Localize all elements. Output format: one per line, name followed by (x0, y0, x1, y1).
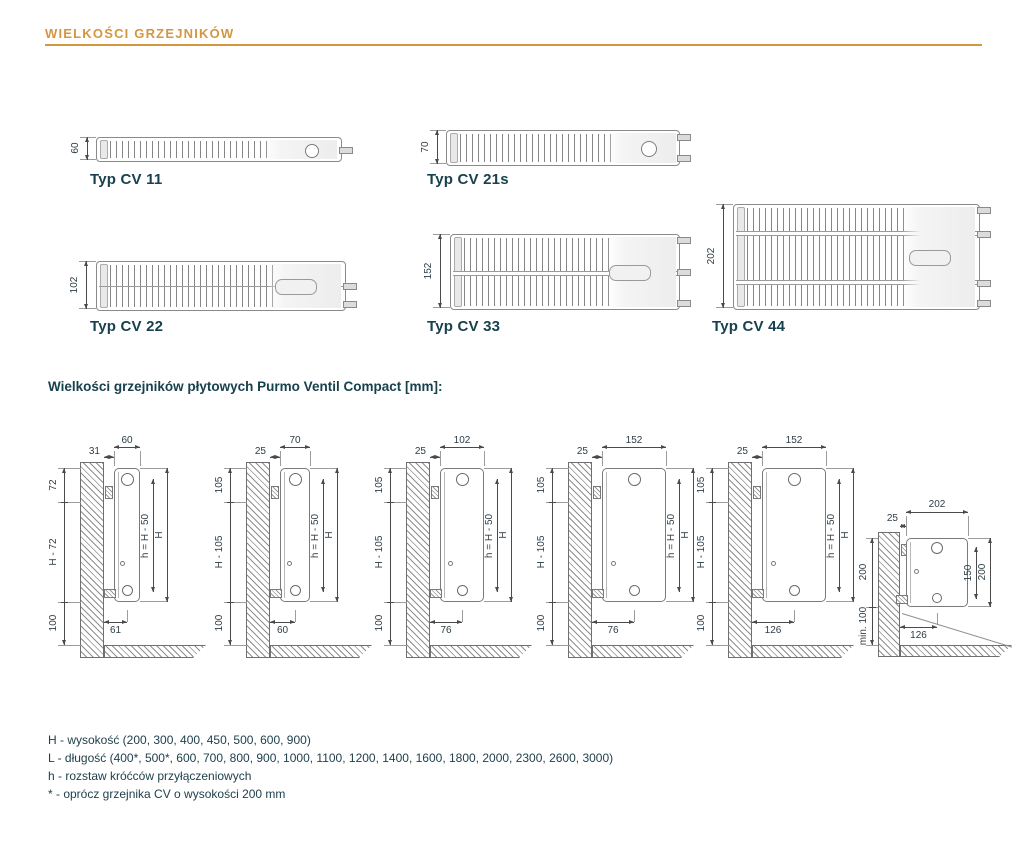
dimension-line (723, 204, 724, 308)
extension-line (706, 645, 729, 646)
lower-dim: 100 (374, 614, 385, 632)
pipe-axis-dim: 150 (963, 564, 974, 582)
radiator-top-view-cv33 (450, 234, 680, 310)
floor-hatch (592, 645, 694, 658)
valve-circle (629, 585, 640, 596)
extension-line (937, 613, 938, 625)
extension-line (484, 468, 511, 469)
dim-tick (709, 602, 716, 603)
convector-fins (460, 134, 612, 162)
wall-hatch (80, 462, 104, 658)
drain-plug (120, 561, 125, 566)
dimension-line (900, 627, 937, 628)
wall-hatch (406, 462, 430, 658)
pipe-stub (977, 280, 991, 287)
pipe-axis-dim: h = H - 50 (310, 513, 321, 559)
floor-hatch (900, 645, 1012, 657)
lower-dim: 100 (696, 614, 707, 632)
dimension-line (762, 447, 826, 448)
floor-hatch (430, 645, 532, 658)
depth-dim: 102 (453, 435, 471, 446)
extension-line (826, 451, 827, 466)
height-right-dim: 200 (977, 563, 988, 581)
extension-line (484, 601, 511, 602)
dimension-line (552, 468, 553, 645)
depth-dim: 152 (625, 435, 643, 446)
connection-dim: 126 (910, 630, 927, 641)
vent-circle (456, 473, 469, 486)
wall-gap-dim: 25 (414, 446, 426, 457)
middle-dim: H - 105 (214, 535, 225, 569)
vent-circle (289, 473, 302, 486)
pipe-stub (677, 300, 691, 307)
extension-line (280, 451, 281, 466)
extension-line (826, 601, 853, 602)
extension-line (440, 451, 441, 466)
connection-dim: 60 (276, 625, 289, 636)
height-dim: H (840, 531, 851, 539)
wall-bracket (271, 486, 279, 499)
wall-gap-dim: 25 (886, 513, 898, 524)
dim-tick (61, 502, 68, 503)
valve-circle (122, 585, 133, 596)
pipe-stub (343, 283, 357, 290)
extension-line (462, 610, 463, 622)
dim-tick (709, 502, 716, 503)
extension-line (546, 645, 569, 646)
wall-bracket (593, 486, 601, 499)
dimension-line (440, 447, 484, 448)
mount-diagram-cv11 (50, 430, 218, 670)
pipe-stub (343, 301, 357, 308)
dimension-line (693, 468, 694, 602)
height-dim: H (680, 531, 691, 539)
pipe-stub (677, 269, 691, 276)
dimension-line (990, 538, 991, 607)
dimension-line (511, 468, 512, 602)
extension-line (140, 451, 141, 466)
upper-dim: 105 (696, 476, 707, 494)
dim-tick (227, 602, 234, 603)
extension-line (634, 610, 635, 622)
valve-housing (275, 279, 317, 295)
type-label-cv33: Typ CV 33 (427, 318, 501, 335)
extension-line (762, 451, 763, 466)
height-left-dim: 200 (858, 563, 869, 581)
dimension-line (167, 468, 168, 602)
dimension-line (280, 447, 310, 448)
dimension-label: 202 (706, 247, 717, 265)
connection-dim: 76 (607, 625, 619, 636)
connection-stub (752, 589, 764, 598)
type-label-cv11: Typ CV 11 (90, 171, 163, 188)
depth-dim: 202 (928, 499, 946, 510)
connection-dim: 61 (109, 625, 122, 636)
mount-diagram-cv33b (698, 430, 866, 670)
dimension-line (337, 468, 338, 602)
connection-stub (104, 589, 116, 598)
dimension-line (592, 457, 602, 458)
wall-bracket (431, 486, 439, 499)
wall-gap-dim: 25 (254, 446, 266, 457)
dimension-line (104, 622, 127, 623)
dim-tick (387, 602, 394, 603)
dimension-label: 60 (70, 142, 81, 154)
dimension-line (270, 622, 295, 623)
radiator-top-view-cv44 (733, 204, 980, 310)
note-exception: * - oprócz grzejnika CV o wysokości 200 mm (48, 787, 286, 801)
extension-line (384, 645, 407, 646)
vent-circle (931, 542, 943, 554)
pipe-stub (677, 155, 691, 162)
dimension-line (752, 457, 762, 458)
extension-line (906, 516, 907, 536)
dimension-line (270, 457, 280, 458)
upper-dim: 72 (48, 479, 59, 491)
upper-dim: 105 (536, 476, 547, 494)
corner-diagram-cv44 (852, 482, 1020, 692)
dimension-line (752, 622, 794, 623)
page-title: WIELKOŚCI GRZEJNIKÓW (45, 26, 235, 41)
connection-stub (896, 595, 908, 604)
lower-dim: 100 (536, 614, 547, 632)
extension-line (224, 645, 247, 646)
dimension-line (430, 622, 462, 623)
valve-circle (290, 585, 301, 596)
dimension-line (440, 234, 441, 308)
floor-hatch (752, 645, 854, 658)
middle-dim: H - 105 (536, 535, 547, 569)
extension-line (295, 610, 296, 622)
extension-line (433, 234, 450, 235)
connection-dim: 126 (764, 625, 782, 636)
floor-hatch (270, 645, 372, 658)
dim-tick (227, 502, 234, 503)
extension-line (433, 307, 450, 308)
extension-line (79, 308, 96, 309)
drain-plug (914, 569, 919, 574)
wall-hatch (568, 462, 592, 658)
middle-dim: H - 105 (696, 535, 707, 569)
mount-diagram-cv33 (538, 430, 706, 670)
valve-circle (932, 593, 942, 603)
depth-dim: 70 (289, 435, 301, 446)
dimension-line (592, 622, 634, 623)
note-pipe-spacing: h - rozstaw króćców przyłączeniowych (48, 769, 252, 783)
radiator-side-view (280, 468, 310, 602)
wall-bracket (753, 486, 761, 499)
vent-circle (628, 473, 641, 486)
mount-diagram-cv22 (376, 430, 544, 670)
convector-fins (110, 141, 270, 158)
extension-line (666, 468, 693, 469)
dimension-line (900, 526, 906, 527)
pipe-stub (677, 134, 691, 141)
radiator-top-view-cv21s (446, 130, 680, 166)
pipe-stub (977, 231, 991, 238)
dimension-line (230, 468, 231, 645)
radiator-side-view (762, 468, 826, 602)
height-dim: H (324, 531, 335, 539)
section-title: Wielkości grzejników płytowych Purmo Ventil Compact [mm]: (48, 379, 443, 394)
dimension-label: 102 (69, 276, 80, 294)
lower-dim: 100 (214, 614, 225, 632)
pipe-stub (677, 237, 691, 244)
depth-dim: 60 (121, 435, 133, 446)
dim-tick (549, 502, 556, 503)
pipe-axis-dim: h = H - 50 (484, 513, 495, 559)
dim-tick (869, 607, 876, 608)
drain-plug (287, 561, 292, 566)
valve-circle (789, 585, 800, 596)
drain-plug (771, 561, 776, 566)
extension-line (484, 451, 485, 466)
extension-line (127, 610, 128, 622)
extension-line (794, 610, 795, 622)
dim-tick (61, 602, 68, 603)
wall-hatch (246, 462, 270, 658)
dimension-line (437, 130, 438, 164)
extension-line (140, 601, 167, 602)
vent-circle (788, 473, 801, 486)
radiator-side-view (906, 538, 968, 607)
extension-line (58, 645, 81, 646)
type-label-cv44: Typ CV 44 (712, 318, 786, 335)
middle-dim: H - 105 (374, 535, 385, 569)
upper-dim: 105 (374, 476, 385, 494)
valve-knob (305, 144, 319, 158)
dimension-line (114, 447, 140, 448)
note-height: H - wysokość (200, 300, 400, 450, 500, 600, 900) (48, 733, 311, 747)
pipe-stub (977, 300, 991, 307)
min-floor-dim: min. 100 (858, 606, 869, 646)
extension-line (666, 601, 693, 602)
dimension-label: 152 (423, 262, 434, 280)
wall-gap-dim: 31 (88, 446, 100, 457)
end-section (264, 140, 337, 159)
valve-housing (609, 265, 651, 281)
dimension-line (872, 538, 873, 645)
height-dim: H (154, 531, 165, 539)
dimension-label: 70 (420, 141, 431, 153)
pipe-stub (339, 147, 353, 154)
pipe-axis-dim: h = H - 50 (140, 513, 151, 559)
extension-line (310, 601, 337, 602)
floor-hatch (104, 645, 206, 658)
extension-line (716, 204, 733, 205)
drain-plug (611, 561, 616, 566)
wall-bracket (105, 486, 113, 499)
dimension-line (390, 468, 391, 645)
valve-knob (641, 141, 657, 157)
type-label-cv22: Typ CV 22 (90, 318, 164, 335)
extension-line (666, 451, 667, 466)
extension-line (79, 261, 96, 262)
radiator-top-view-cv22 (96, 261, 346, 311)
extension-line (602, 451, 603, 466)
type-label-cv21s: Typ CV 21s (427, 171, 509, 188)
wall-gap-dim: 25 (576, 446, 588, 457)
pipe-stub (977, 207, 991, 214)
valve-circle (457, 585, 468, 596)
dim-tick (549, 602, 556, 603)
wall-gap-dim: 25 (736, 446, 748, 457)
lower-dim: 100 (48, 614, 59, 632)
dimension-line (602, 447, 666, 448)
upper-dim: 105 (214, 476, 225, 494)
connection-stub (430, 589, 442, 598)
pipe-axis-dim: h = H - 50 (666, 513, 677, 559)
extension-line (310, 468, 337, 469)
height-dim: H (498, 531, 509, 539)
extension-line (968, 516, 969, 536)
extension-line (310, 451, 311, 466)
dimension-line (64, 468, 65, 645)
connection-stub (270, 589, 282, 598)
middle-dim: H - 72 (48, 538, 59, 566)
dim-tick (387, 502, 394, 503)
radiator-side-view (114, 468, 140, 602)
mount-diagram-cv21s (216, 430, 384, 670)
drain-plug (448, 561, 453, 566)
header-rule (45, 44, 982, 46)
dimension-line (430, 457, 440, 458)
vent-circle (121, 473, 134, 486)
note-length: L - długość (400*, 500*, 600, 700, 800, 900, 1000, 1100, 1200, 1400, 1600, 1800, 2000, 2300, 2600, 3000) (48, 751, 614, 765)
dimension-line (712, 468, 713, 645)
connection-stub (592, 589, 604, 598)
dimension-line (87, 137, 88, 160)
radiator-side-view (602, 468, 666, 602)
dimension-line (104, 457, 114, 458)
extension-line (716, 307, 733, 308)
radiator-top-view-cv11 (96, 137, 342, 162)
extension-line (140, 468, 167, 469)
extension-line (826, 468, 853, 469)
extension-line (114, 451, 115, 466)
radiator-side-view (440, 468, 484, 602)
convector-fins (747, 208, 908, 306)
valve-housing (909, 250, 951, 266)
pipe-axis-dim: h = H - 50 (826, 513, 837, 559)
wall-hatch (728, 462, 752, 658)
dimension-line (86, 261, 87, 309)
dimension-line (906, 512, 968, 513)
connection-dim: 76 (440, 625, 452, 636)
depth-dim: 152 (785, 435, 803, 446)
